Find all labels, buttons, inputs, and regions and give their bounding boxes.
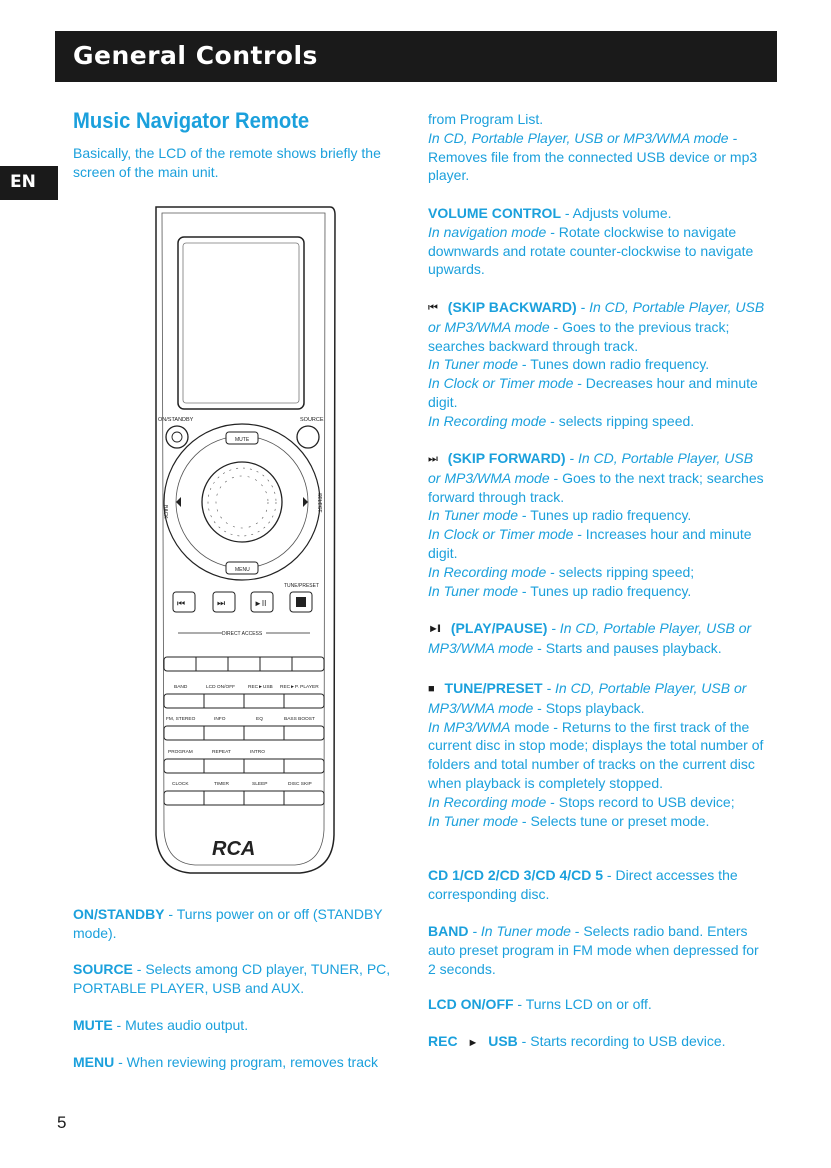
svg-text:MUTE: MUTE xyxy=(235,437,250,443)
svg-text:►II: ►II xyxy=(254,599,267,608)
stop-icon: ■ xyxy=(428,683,433,695)
skip-forward-desc: ⏭ (SKIP FORWARD) - In CD, Portable Player, USB or MP3/WMA mode - Goes to the next track; searches forward through track. In Tuner mode - Tunes up radio frequency. In Clock or Timer mode - Increases hour and minute digit. In Recording mode - selects ripping speed; In Tuner mode - Tunes up radio frequency. xyxy=(428,450,764,599)
svg-text:REC►P. PLAYER: REC►P. PLAYER xyxy=(280,685,319,690)
menu-cont: from Program List. In CD, Portable Player, USB or MP3/WMA mode - Removes file from the connected USB device or mp3 player. xyxy=(428,111,758,184)
play-pause-icon: ►II xyxy=(428,623,439,635)
play-pause-desc: ►II (PLAY/PAUSE) - In CD, Portable Player, USB or MP3/WMA mode - Starts and pauses playback. xyxy=(428,620,752,656)
rec-usb-desc: REC ► USB - Starts recording to USB device. xyxy=(428,1033,726,1049)
svg-text:TUNE/PRESET: TUNE/PRESET xyxy=(284,583,320,589)
svg-text:⏮: ⏮ xyxy=(177,598,186,608)
header-bar xyxy=(55,31,777,82)
svg-text:SELECT: SELECT xyxy=(316,493,322,513)
rca-logo: RCA xyxy=(212,838,256,860)
on-standby-desc: ON/STANDBY - Turns power on or off (STANDBY mode). xyxy=(73,906,383,941)
cd-desc: CD 1/CD 2/CD 3/CD 4/CD 5 - Direct accesses the corresponding disc. xyxy=(428,867,738,902)
svg-text:TIMER: TIMER xyxy=(214,782,229,787)
svg-text:CLOCK: CLOCK xyxy=(172,782,189,787)
svg-text:SLEEP: SLEEP xyxy=(252,782,268,787)
svg-text:INFO: INFO xyxy=(214,717,226,722)
menu-desc: MENU - When reviewing program, removes track xyxy=(73,1054,378,1070)
svg-text:FM, STEREO: FM, STEREO xyxy=(166,717,196,722)
svg-text:REPEAT: REPEAT xyxy=(212,750,231,755)
svg-text:DIRECT ACCESS: DIRECT ACCESS xyxy=(222,631,263,637)
language-tab xyxy=(0,166,58,200)
remote-volume-knob xyxy=(202,462,282,542)
skip-backward-desc: ⏮ (SKIP BACKWARD) - In CD, Portable Player, USB or MP3/WMA mode - Goes to the previous track; searches backward through track. In Tuner mode - Tunes down radio frequency. In Clock or Timer mode - Decreases hour and minute digit. In Recording mode - selects ripping speed. xyxy=(428,299,765,429)
mute-desc: MUTE - Mutes audio output. xyxy=(73,1017,249,1033)
lcd-screen xyxy=(178,237,304,409)
svg-text:LCD ON/OFF: LCD ON/OFF xyxy=(206,685,236,690)
remote-source-label: SOURCE xyxy=(300,417,324,423)
svg-text:BASS BOOST: BASS BOOST xyxy=(284,717,315,722)
svg-text:EQ: EQ xyxy=(256,717,263,722)
language-label: EN xyxy=(10,172,36,192)
remote-on-standby-label: ON/STANDBY xyxy=(158,417,194,423)
remote-source-button xyxy=(297,426,319,448)
page-title: General Controls xyxy=(73,41,318,70)
section-title: Music Navigator Remote xyxy=(73,108,310,133)
svg-text:BACK: BACK xyxy=(162,505,168,519)
page-number: 5 xyxy=(57,1113,67,1132)
remote-illustration xyxy=(150,205,340,875)
tune-preset-desc: ■ TUNE/PRESET - In CD, Portable Player, USB or MP3/WMA mode - Stops playback. In MP3/WMA mode - Returns to the first track of the current disc in stop mode; displays the total number of folders and total number of tracks on the current disc when playback is completely stopped. In Recording mode - Stops record to USB device; In Tuner mode - Selects tune or preset mode. xyxy=(428,680,764,829)
svg-text:PROGRAM: PROGRAM xyxy=(168,750,193,755)
intro-text: Basically, the LCD of the remote shows briefly the screen of the main unit. xyxy=(73,145,381,180)
svg-text:MENU: MENU xyxy=(235,567,250,573)
svg-text:INTRO: INTRO xyxy=(250,750,265,755)
remote-svg xyxy=(150,205,340,875)
svg-text:DISC SKIP: DISC SKIP xyxy=(288,782,312,787)
skip-backward-icon: ⏮ xyxy=(428,302,436,314)
svg-text:BAND: BAND xyxy=(174,685,188,690)
volume-desc: VOLUME CONTROL - Adjusts volume. In navigation mode - Rotate clockwise to navigate downwards and rotate counter-clockwise to navigate upwards. xyxy=(428,205,754,278)
remote-on-standby-button xyxy=(166,426,188,448)
source-desc: SOURCE - Selects among CD player, TUNER, PC, PORTABLE PLAYER, USB and AUX. xyxy=(73,961,391,996)
lcd-desc: LCD ON/OFF - Turns LCD on or off. xyxy=(428,996,652,1012)
skip-forward-icon: ⏭ xyxy=(428,453,436,465)
band-desc: BAND - In Tuner mode - Selects radio band. Enters auto preset program in FM mode when depressed for 2 seconds. xyxy=(428,923,759,977)
play-arrow-icon: ► xyxy=(467,1037,479,1049)
svg-text:REC►USB: REC►USB xyxy=(248,685,273,690)
svg-text:⏭: ⏭ xyxy=(217,598,226,608)
